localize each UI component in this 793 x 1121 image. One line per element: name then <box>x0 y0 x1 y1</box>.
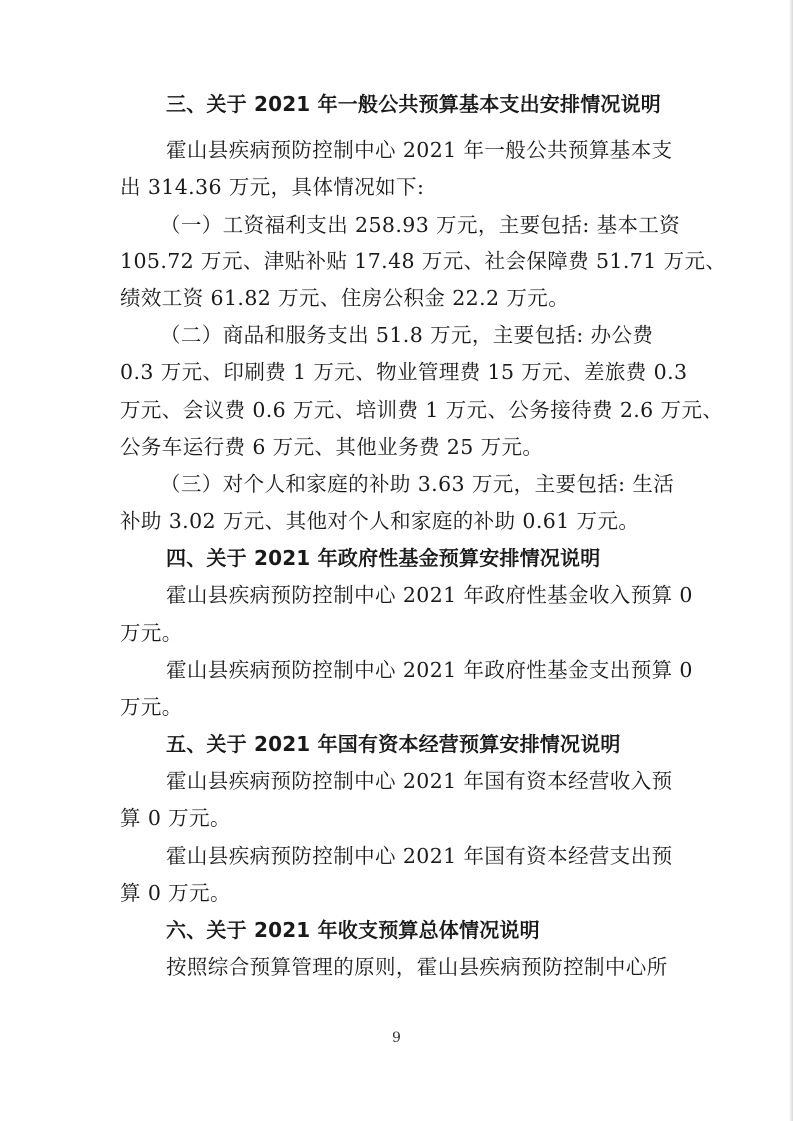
section-heading-6: 六、关于 2021 年收支预算总体情况说明 <box>166 918 540 942</box>
paragraph-line: 霍山县疾病预防控制中心 2021 年政府性基金支出预算 0 <box>166 658 693 682</box>
paragraph-line: 霍山县疾病预防控制中心 2021 年国有资本经营支出预 <box>166 844 673 868</box>
paragraph-line: 霍山县疾病预防控制中心 2021 年政府性基金收入预算 0 <box>166 583 693 607</box>
paragraph-line: 绩效工资 61.82 万元、住房公积金 22.2 万元。 <box>120 286 570 310</box>
paragraph-line: 出 314.36 万元，具体情况如下: <box>120 175 425 199</box>
section-heading-4: 四、关于 2021 年政府性基金预算安排情况说明 <box>166 546 601 570</box>
paragraph-line: 万元。 <box>120 695 183 719</box>
paragraph-line: 105.72 万元、津贴补贴 17.48 万元、社会保障费 51.71 万元、 <box>120 249 727 273</box>
section-heading-5: 五、关于 2021 年国有资本经营预算安排情况说明 <box>166 732 621 756</box>
paragraph-line: 万元、会议费 0.6 万元、培训费 1 万元、公务接待费 2.6 万元、 <box>120 398 724 422</box>
paragraph-line: 霍山县疾病预防控制中心 2021 年一般公共预算基本支 <box>166 138 673 162</box>
scan-edge-shadow <box>789 0 793 1121</box>
paragraph-line: 算 0 万元。 <box>120 806 231 830</box>
paragraph-line: （一）工资福利支出 258.93 万元，主要包括: 基本工资 <box>160 213 681 237</box>
paragraph-line: 按照综合预算管理的原则，霍山县疾病预防控制中心所 <box>166 955 668 979</box>
paragraph-line: （二）商品和服务支出 51.8 万元，主要包括: 办公费 <box>160 323 654 347</box>
section-heading-3: 三、关于 2021 年一般公共预算基本支出安排情况说明 <box>166 92 661 116</box>
paragraph-line: 霍山县疾病预防控制中心 2021 年国有资本经营收入预 <box>166 769 673 793</box>
paragraph-line: 公务车运行费 6 万元、其他业务费 25 万元。 <box>120 435 544 459</box>
page-number: 9 <box>392 1030 401 1046</box>
paragraph-line: 算 0 万元。 <box>120 881 231 905</box>
paragraph-line: （三）对个人和家庭的补助 3.63 万元，主要包括: 生活 <box>160 472 675 496</box>
paragraph-line: 万元。 <box>120 621 183 645</box>
paragraph-line: 补助 3.02 万元、其他对个人和家庭的补助 0.61 万元。 <box>120 509 640 533</box>
paragraph-line: 0.3 万元、印刷费 1 万元、物业管理费 15 万元、差旅费 0.3 <box>120 360 688 384</box>
